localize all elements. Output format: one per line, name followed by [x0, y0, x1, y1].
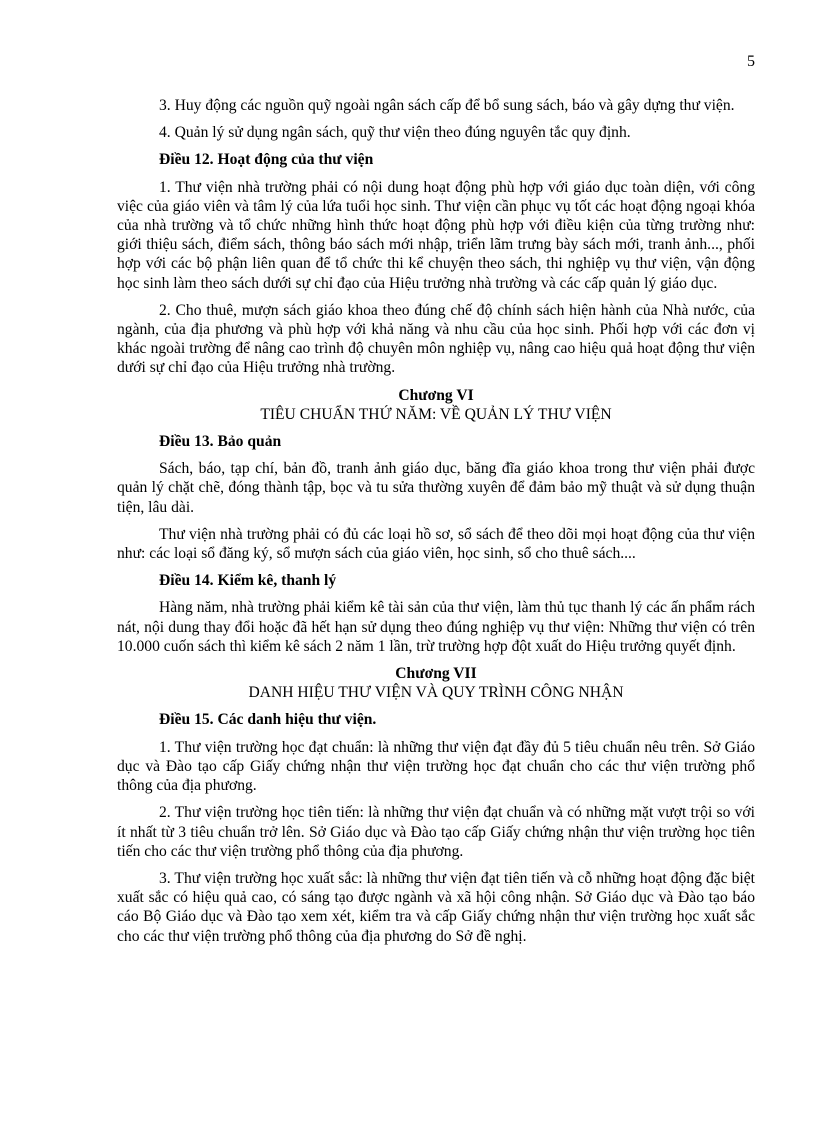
paragraph: 1. Thư viện trường học đạt chuẩn: là những thư viện đạt đầy đủ 5 tiêu chuẩn nêu trên. Sở Giáo dục và Đào tạo cấp Giấy chứng nhận thư viện trường học đạt chuẩn cho các thư viện trường phổ thông của địa phương.: [117, 738, 755, 795]
chapter-number: Chương VII: [395, 665, 477, 683]
article-heading: Điều 13. Bảo quản: [159, 433, 282, 451]
article-heading: Điều 15. Các danh hiệu thư viện.: [159, 711, 377, 729]
paragraph: Sách, báo, tạp chí, bản đồ, tranh ảnh giáo dục, băng đĩa giáo khoa trong thư viện phải được quản lý chặt chẽ, đóng thành tập, bọc và tu sửa thường xuyên để đảm bảo mỹ thuật và sử dụng thuận tiện, lâu dài.: [117, 460, 755, 516]
paragraph: 3. Thư viện trường học xuất sắc: là những thư viện đạt tiên tiến và cỗ những hoạt động đặc biệt xuất sắc có hiệu quả cao, có sáng tạo được ngành và xã hội công nhận. Sở Giáo dục và Đào tạo báo cáo Bộ Giáo dục và Đào tạo xem xét, kiểm tra và cấp Giấy chứng nhận thư viện trường học xuất sắc cho các thư viện trường phổ thông của địa phương do Sở đề nghị.: [117, 869, 755, 945]
paragraph: 1. Thư viện nhà trường phải có nội dung hoạt động phù hợp với giáo dục toàn diện, với công việc của giáo viên và tâm lý của lứa tuổi học sinh. Thư viện cần phục vụ tốt các hoạt động ngoại khóa của nhà trường và tổ chức những hình thức hoạt động phù hợp với điều kiện của từng trường như: giới thiệu sách, điểm sách, thông báo sách mới nhập, triển lãm trưng bày sách mới, tranh ảnh..., phối hợp với các bộ phận liên quan để tổ chức thi kể chuyện theo sách, thi nghiệp vụ thư viện, vận động học sinh làm theo sách dưới sự chỉ đạo của Hiệu trưởng nhà trường và các cấp quản lý giáo dục.: [117, 178, 755, 292]
paragraph: Thư viện nhà trường phải có đủ các loại hồ sơ, sổ sách để theo dõi mọi hoạt động của thư viện như: các loại sổ đăng ký, sổ mượn sách của giáo viên, học sinh, sổ cho thuê sách....: [117, 525, 755, 563]
paragraph: 4. Quản lý sử dụng ngân sách, quỹ thư viện theo đúng nguyên tắc quy định.: [159, 124, 631, 142]
chapter-title: TIÊU CHUẨN THỨ NĂM: VỀ QUẢN LÝ THƯ VIỆN: [260, 405, 612, 423]
page-number: 5: [747, 53, 755, 70]
paragraph: 3. Huy động các nguồn quỹ ngoài ngân sách cấp để bổ sung sách, báo và gây dựng thư viện.: [159, 97, 735, 114]
paragraph: 2. Thư viện trường học tiên tiến: là những thư viện đạt chuẩn và có những mặt vượt trội so với ít nhất từ 3 tiêu chuẩn trở lên. Sở Giáo dục và Đào tạo cấp Giấy chứng nhận thư viện trường học tiên tiến cho các thư viện trường phổ thông của địa phương.: [117, 804, 755, 860]
article-heading: Điều 12. Hoạt động của thư viện: [159, 151, 374, 169]
document-body: [117, 96, 755, 954]
article-heading: Điều 14. Kiểm kê, thanh lý: [159, 572, 337, 590]
paragraph: 2. Cho thuê, mượn sách giáo khoa theo đúng chế độ chính sách hiện hành của Nhà nước, của ngành, của địa phương và phù hợp với khả năng và nhu cầu của học sinh. Phối hợp với các đơn vị khác ngoài trường để nâng cao trình độ chuyên môn nghiệp vụ, nâng cao hiệu quả hoạt động thư viện dưới sự chỉ đạo của Hiệu trưởng nhà trường.: [117, 301, 755, 377]
chapter-number: Chương VI: [398, 386, 474, 404]
chapter-title: DANH HIỆU THƯ VIỆN VÀ QUY TRÌNH CÔNG NHẬN: [248, 684, 624, 702]
paragraph: Hàng năm, nhà trường phải kiểm kê tài sản của thư viện, làm thủ tục thanh lý các ấn phẩm rách nát, nội dung thay đổi hoặc đã hết hạn sử dụng theo đúng nghiệp vụ thư viện: Những thư viện có trên 10.000 cuốn sách thì kiểm kê sách 2 năm 1 lần, trừ trường hợp đột xuất do Hiệu trưởng quyết định.: [117, 599, 755, 655]
